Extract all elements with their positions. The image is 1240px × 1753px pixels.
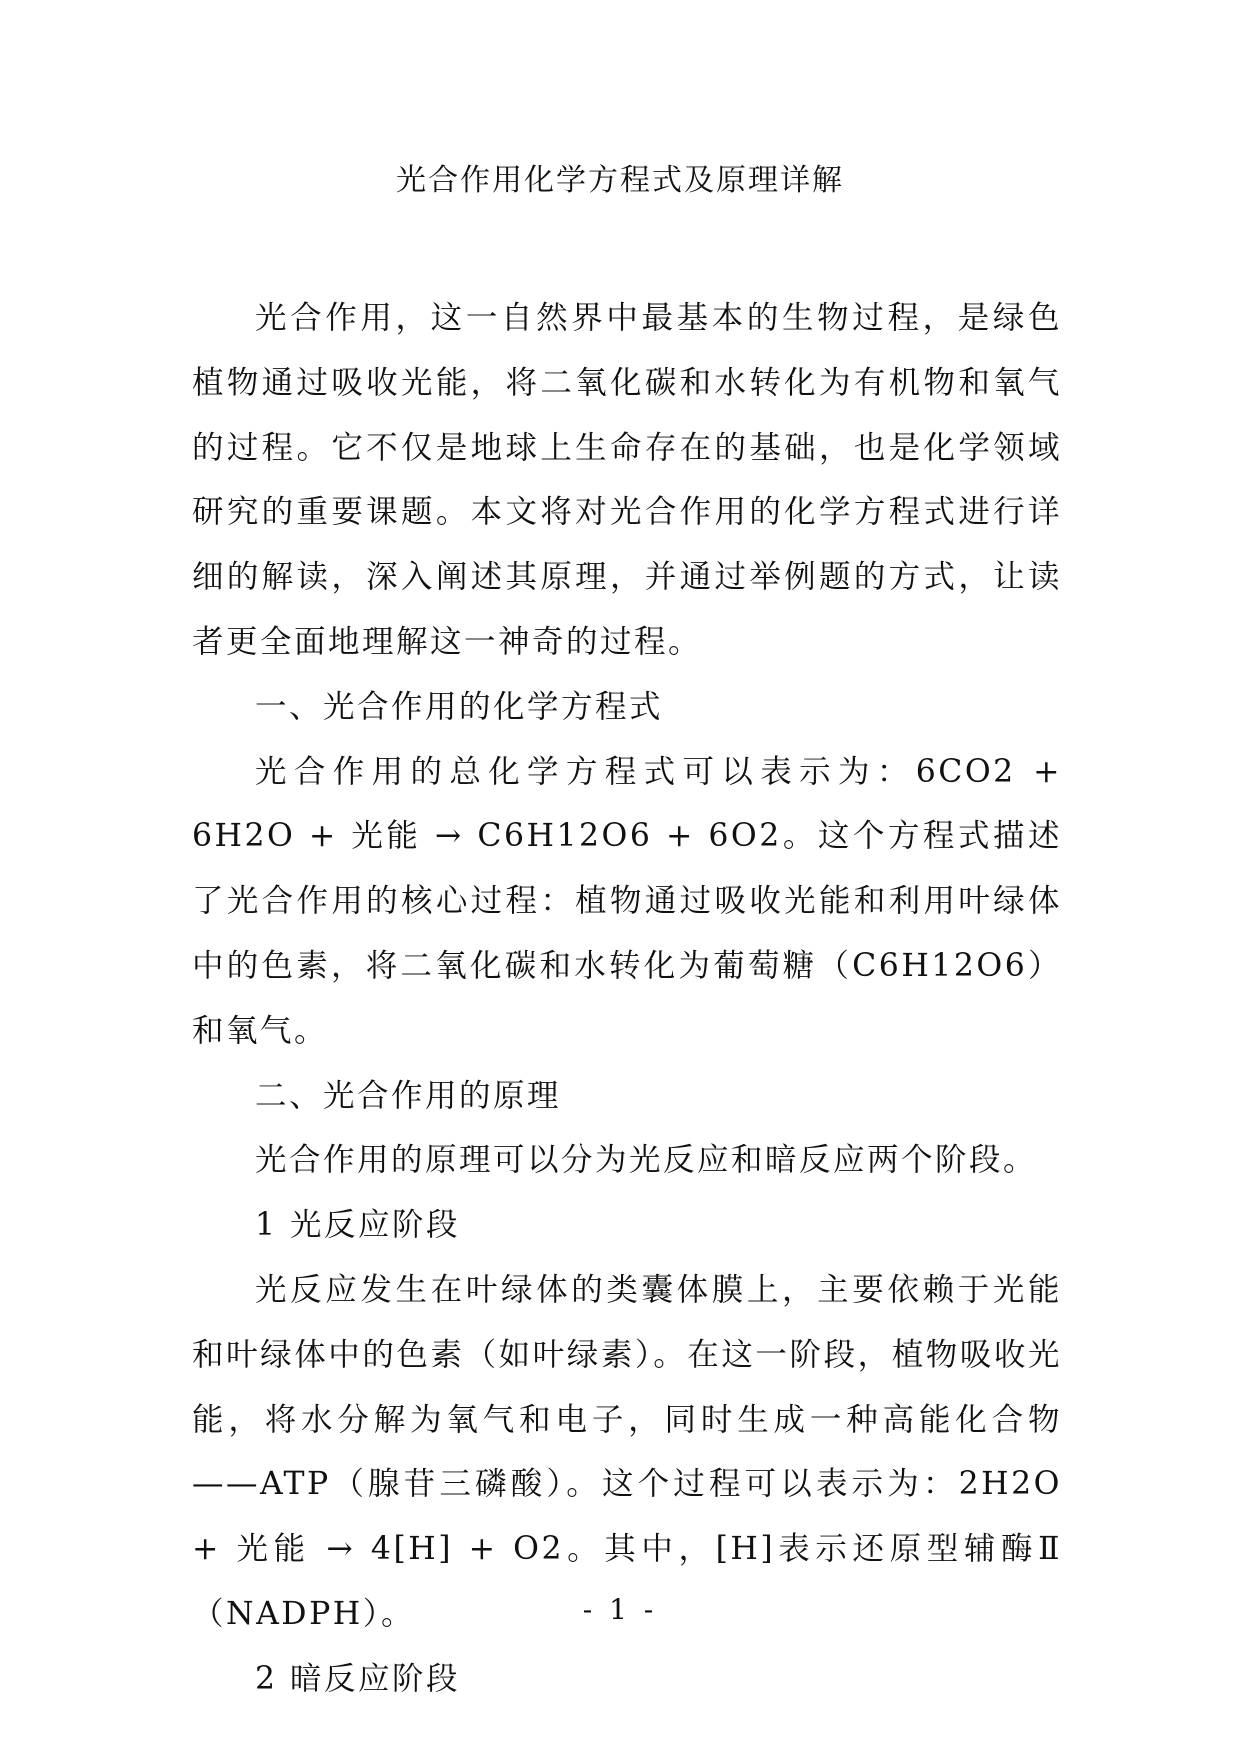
light-reaction-paragraph: 光反应发生在叶绿体的类囊体膜上，主要依赖于光能和叶绿体中的色素（如叶绿素）。在这一阶段，植物吸收光能，将水分解为氧气和电子，同时生成一种高能化合物——ATP（腺苷三磷酸）。这个过程可以表示为：2H2O + 光能 → 4[H] + O2。其中，[H]表示还原型辅酶Ⅱ（NADPH）。 xyxy=(192,1271,1062,1632)
document-body xyxy=(192,286,1062,1712)
subheading-dark-reaction: 2 暗反应阶段 xyxy=(255,1660,461,1697)
section-heading-equation: 一、光合作用的化学方程式 xyxy=(255,688,664,725)
intro-paragraph: 光合作用，这一自然界中最基本的生物过程，是绿色植物通过吸收光能，将二氧化碳和水转化为有机物和氧气的过程。它不仅是地球上生命存在的基础，也是化学领域研究的重要课题。本文将对光合作用的化学方程式进行详细的解读，深入阐述其原理，并通过举例题的方式，让读者更全面地理解这一神奇的过程。 xyxy=(192,300,1062,660)
document-title: 光合作用化学方程式及原理详解 xyxy=(396,163,844,198)
subheading-light-reaction: 1 光反应阶段 xyxy=(255,1207,461,1244)
principle-summary-paragraph: 光合作用的原理可以分为光反应和暗反应两个阶段。 xyxy=(255,1142,1038,1179)
equation-paragraph: 光合作用的总化学方程式可以表示为：6CO2 + 6H2O + 光能 → C6H12O6 + 6O2。这个方程式描述了光合作用的核心过程：植物通过吸收光能和利用叶绿体中的色素，将二氧化碳和水转化为葡萄糖（C6H12O6）和氧气。 xyxy=(192,753,1062,1049)
section-heading-principle: 二、光合作用的原理 xyxy=(255,1077,562,1114)
page-number: - 1 - xyxy=(582,1593,658,1626)
